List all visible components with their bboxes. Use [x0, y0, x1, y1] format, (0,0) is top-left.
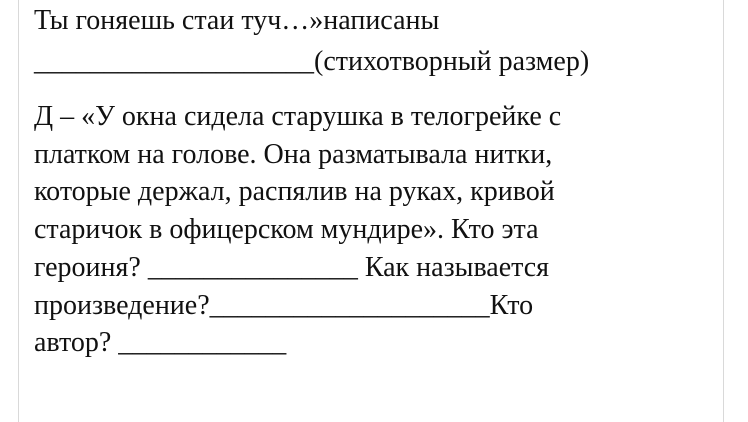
text-line: ____________________(стихотворный размер): [34, 46, 590, 77]
document-page: [18, 0, 724, 422]
question-c-continuation: [34, 0, 714, 82]
text-line: платком на голове. Она разматывала нитки,: [34, 138, 553, 170]
text-line: Д – «У окна сидела старушка в телогрейке с: [34, 101, 562, 132]
text-line: героиня? _______________ Как называется: [34, 251, 550, 283]
text-line: произведение?____________________Кто: [34, 289, 534, 321]
text-line: Ты гоняешь стаи туч…»написаны: [34, 5, 440, 36]
text-line: которые держал, распялив на руках, кривой: [34, 176, 555, 208]
question-d: [34, 98, 714, 362]
text-line: старичок в офицерском мундире». Кто эта: [34, 214, 539, 246]
text-line: автор? ____________: [34, 327, 287, 359]
